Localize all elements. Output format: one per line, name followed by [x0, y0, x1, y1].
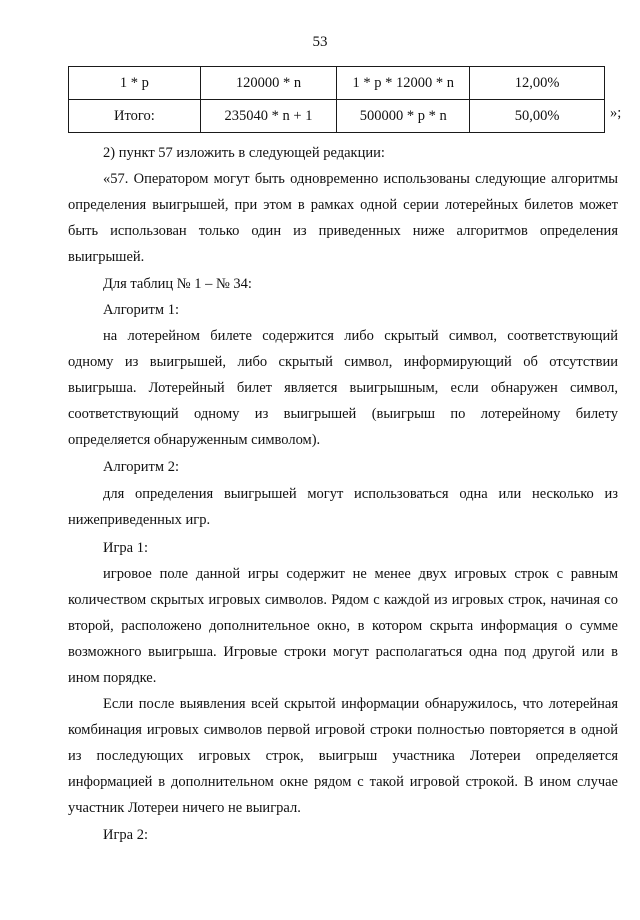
game-2-title: Игра 2: [103, 827, 149, 843]
closing-quote-mark: »; [610, 105, 622, 121]
table-cell: 500000 * p * n [337, 100, 470, 133]
game-1-title: Игра 1: [103, 540, 149, 556]
prize-table [68, 66, 605, 133]
table-cell: 12,00% [470, 67, 605, 100]
clause-57-paragraph: «57. Оператором могут быть одновременно использованы следующие алгоритмы определения выигрышей, при этом в рамках одной серии лотерейных билетов может быть использован только один из приведенных ниже алгоритмов определения выигрышей. [68, 171, 618, 265]
tables-heading: Для таблиц № 1 – № 34: [103, 276, 252, 292]
game-1-rule: Если после выявления всей скрытой информации обнаружилось, что лотерейная комбинация игровых символов первой игровой строки полностью повторяется в одной из последующих игровых строк, выигрыш участника Лотереи определяется информацией в дополнительном окне рядом с такой игровой строкой. В ином случае участник Лотереи ничего не выиграл. [68, 696, 618, 816]
game-1-text: игровое поле данной игры содержит не менее двух игровых строк с равным количеством скрытых игровых символов. Рядом с каждой из игровых строк, начиная со второй, расположено дополнительное окно, в котором скрыта информация о сумме возможного выигрыша. Игровые строки могут располагаться одна под другой или в ином порядке. [68, 566, 618, 686]
table-cell: 1 * p * 12000 * n [337, 67, 470, 100]
algorithm-2-title: Алгоритм 2: [103, 459, 179, 475]
table-row-total [69, 100, 605, 133]
table-cell: 120000 * n [200, 67, 337, 100]
table-cell: 50,00% [470, 100, 605, 133]
algorithm-1-title: Алгоритм 1: [103, 302, 179, 318]
table-cell: Итого: [69, 100, 201, 133]
table-row [69, 67, 605, 100]
page-number: 53 [312, 34, 328, 50]
item-2-paragraph: 2) пункт 57 изложить в следующей редакции: [103, 145, 385, 161]
table-cell: 1 * p [69, 67, 201, 100]
algorithm-2-text: для определения выигрышей могут использоваться одна или несколько из нижеприведенных игр. [68, 486, 618, 528]
table-cell: 235040 * n + 1 [200, 100, 337, 133]
algorithm-1-text: на лотерейном билете содержится либо скрытый символ, соответствующий одному из выигрышей, либо скрытый символ, информирующий об отсутствии выигрыша. Лотерейный билет является выигрышным, если обнаружен символ, соответствующий одному из выигрышей (выигрыш по лотерейному билету определяется обнаруженным символом). [68, 328, 618, 448]
